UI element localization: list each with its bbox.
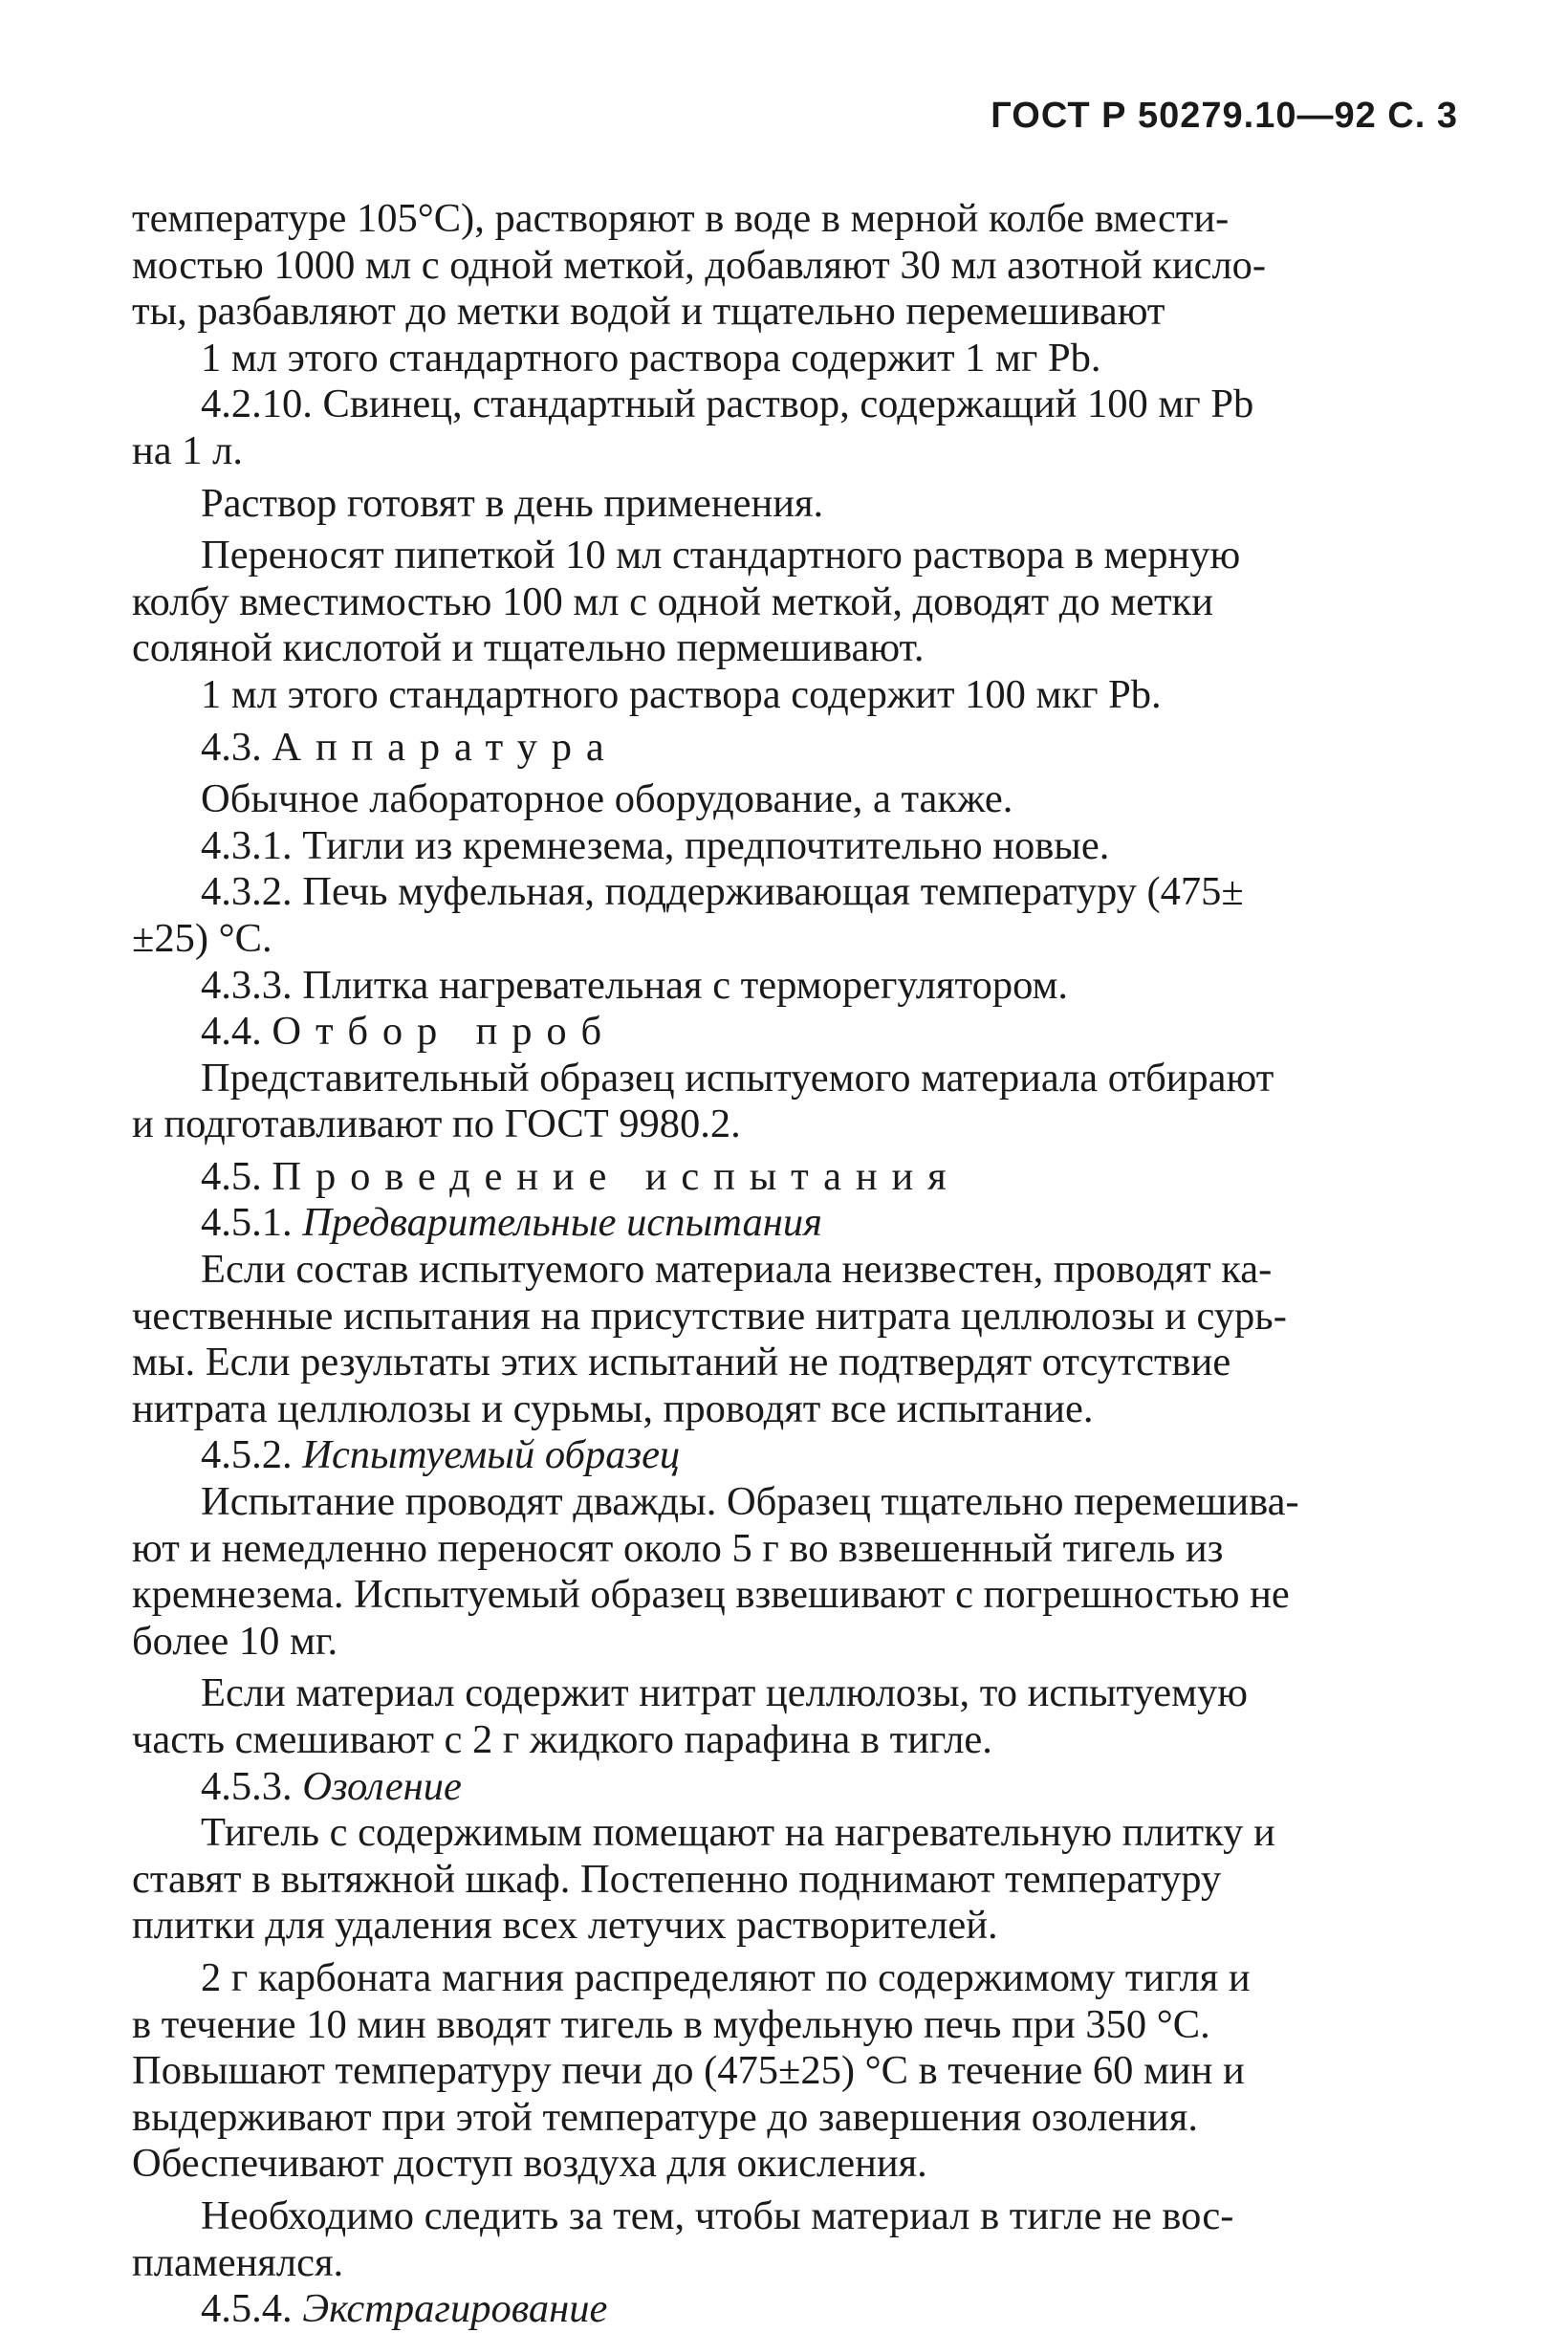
subsection-title: Предварительные испытания — [302, 1200, 822, 1246]
text-line: Представительный образец испытуемого материала отбирают — [201, 1055, 1274, 1101]
text-line: более 10 мг. — [132, 1618, 338, 1664]
text-line: нитрата целлюлозы и сурьмы, проводят все испытание. — [132, 1385, 1094, 1431]
subsection-number: 4.5.4. — [201, 2286, 293, 2332]
body-text — [132, 196, 1466, 2333]
text-line: Если материал содержит нитрат целлюлозы, то испытуемую — [201, 1670, 1249, 1716]
text-line: и подготавливают по ГОСТ 9980.2. — [132, 1101, 741, 1147]
text-line: Если состав испытуемого материала неизвестен, проводят ка- — [201, 1247, 1273, 1293]
text-line: Необходимо следить за тем, чтобы материал в тигле не вос- — [201, 2192, 1234, 2238]
subsection-number: 4.5.1. — [201, 1200, 293, 1246]
text-line: в течение 10 мин вводят тигель в муфельную печь при 350 °С. — [132, 2001, 1210, 2047]
text-line: кремнезема. Испытуемый образец взвешивают с погрешностью не — [132, 1572, 1290, 1618]
section-number: 4.5. — [201, 1153, 262, 1199]
text-line: 2 г карбоната магния распределяют по содержимому тигля и — [201, 1954, 1251, 2000]
text-line: Тигель с содержимым помещают на нагревательную плитку и — [201, 1810, 1275, 1856]
section-title: Отбор проб — [272, 1009, 617, 1055]
subsection-title: Озоление — [302, 1763, 462, 1809]
text-line: Повышают температуру печи до (475±25) °С в течение 60 мин и — [132, 2048, 1245, 2094]
section-title: Аппаратура — [272, 724, 619, 770]
text-line: мостью 1000 мл с одной меткой, добавляют 30 мл азотной кисло- — [132, 242, 1267, 288]
text-line: плитки для удаления всех летучих растворителей. — [132, 1903, 998, 1949]
text-line: 4.3.2. Печь муфельная, поддерживающая температуру (475± — [201, 869, 1244, 915]
text-line: ставят в вытяжной шкаф. Постепенно поднимают температуру — [132, 1856, 1222, 1902]
text-line: мы. Если результаты этих испытаний не подтвердят отсутствие — [132, 1340, 1231, 1385]
text-line: Обычное лабораторное оборудование, а также. — [201, 776, 1013, 822]
text-line: соляной кислотой и тщательно пермешивают. — [132, 625, 925, 671]
text-line: 4.2.10. Свинец, стандартный раствор, содержащий 100 мг Pb — [201, 382, 1254, 427]
text-line: Испытание проводят дважды. Образец тщательно перемешива- — [201, 1479, 1299, 1525]
page-header: ГОСТ Р 50279.10—92 С. 3 — [991, 96, 1458, 136]
text-line: 4.3.3. Плитка нагревательная с терморегулятором. — [201, 962, 1069, 1008]
text-line: часть смешивают с 2 г жидкого парафина в тигле. — [132, 1717, 992, 1762]
subsection-heading — [132, 2286, 1466, 2333]
text-line: выдерживают при этой температуре до завершения озоления. — [132, 2094, 1198, 2140]
text-line: ты, разбавляют до метки водой и тщательно перемешивают — [132, 289, 1165, 335]
subsection-number: 4.5.2. — [201, 1432, 293, 1478]
text-line: 4.3.1. Тигли из кремнезема, предпочтительно новые. — [201, 822, 1110, 868]
subsection-number: 4.5.3. — [201, 1763, 293, 1809]
text-line: пламенялся. — [132, 2239, 344, 2285]
subsection-title: Испытуемый образец — [302, 1432, 681, 1478]
text-line: ±25) °С. — [132, 915, 272, 961]
text-line: 1 мл этого стандартного раствора содержит 100 мкг Pb. — [201, 671, 1162, 717]
section-number: 4.4. — [201, 1009, 262, 1055]
text-line: на 1 л. — [132, 427, 243, 473]
text-line: Обеспечивают доступ воздуха для окисления. — [132, 2141, 927, 2187]
text-line: Раствор готовят в день применения. — [201, 480, 824, 526]
section-heading — [132, 725, 1466, 772]
section-number: 4.3. — [201, 724, 262, 770]
section-title: Проведение испытания — [272, 1153, 961, 1199]
text-line: чественные испытания на присутствие нитрата целлюлозы и сурь- — [132, 1293, 1287, 1339]
subsection-heading — [132, 1764, 1466, 1811]
subsection-heading — [132, 1200, 1466, 1247]
section-heading — [132, 1154, 1466, 1201]
text-line: ют и немедленно переносят около 5 г во взвешенный тигель из — [132, 1525, 1224, 1571]
text-line: Переносят пипеткой 10 мл стандартного раствора в мерную — [201, 533, 1241, 578]
subsection-heading — [132, 1432, 1466, 1479]
subsection-title: Экстрагирование — [302, 2286, 608, 2332]
section-heading — [132, 1009, 1466, 1056]
text-line: 1 мл этого стандартного раствора содержит 1 мг Pb. — [201, 335, 1101, 381]
text-line: колбу вместимостью 100 мл с одной меткой, доводят до метки — [132, 578, 1213, 624]
text-line: температуре 105°С), растворяют в воде в мерной колбе вмести- — [132, 196, 1230, 241]
